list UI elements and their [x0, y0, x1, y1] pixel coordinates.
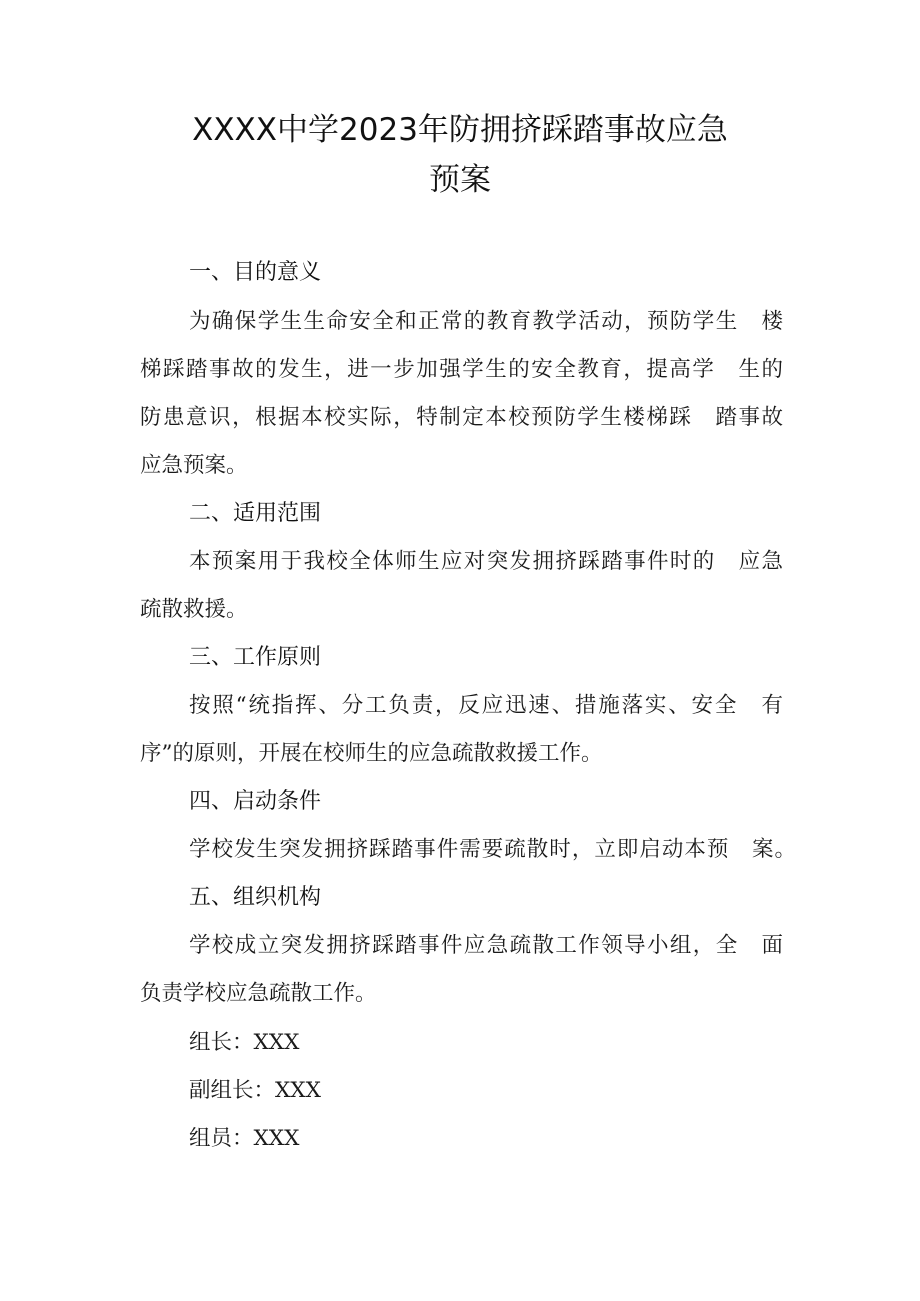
paragraph-line: 按照“统指挥、分工负责，反应迅速、措施落实、安全 有 — [189, 693, 783, 718]
section-heading-principles: 三、工作原则 — [189, 645, 322, 670]
section-heading-purpose: 一、目的意义 — [189, 260, 322, 285]
section-heading-scope: 二、适用范围 — [189, 501, 322, 526]
document-title-line-1: XXXX中学2023年防拥挤踩踏事故应急 — [192, 112, 728, 148]
paragraph-line: 序”的原则，开展在校师生的应急疏散救援工作。 — [140, 741, 603, 766]
paragraph-line: 应急预案。 — [140, 453, 248, 478]
paragraph-line: 为确保学生生命安全和正常的教育教学活动，预防学生 楼 — [189, 309, 783, 334]
section-heading-organization: 五、组织机构 — [189, 885, 322, 910]
paragraph-line: 学校成立突发拥挤踩踏事件应急疏散工作领导小组，全 面 — [189, 933, 783, 958]
section-heading-trigger: 四、启动条件 — [189, 789, 322, 814]
members-line: 组员：XXX — [189, 1126, 300, 1151]
deputy-leader-line: 副组长：XXX — [189, 1078, 321, 1103]
paragraph-line: 疏散救援。 — [140, 597, 248, 622]
document-title-line-2: 预案 — [429, 162, 491, 198]
paragraph-line: 防患意识，根据本校实际，特制定本校预防学生楼梯踩 踏事故 — [140, 405, 783, 430]
leader-line: 组长：XXX — [189, 1030, 300, 1055]
paragraph-line: 本预案用于我校全体师生应对突发拥挤踩踏事件时的 应急 — [189, 549, 783, 574]
paragraph-line: 负责学校应急疏散工作。 — [140, 981, 377, 1006]
paragraph-line: 学校发生突发拥挤踩踏事件需要疏散时，立即启动本预 案。 — [189, 837, 796, 862]
paragraph-line: 梯踩踏事故的发生，进一步加强学生的安全教育，提高学 生的 — [140, 357, 783, 382]
